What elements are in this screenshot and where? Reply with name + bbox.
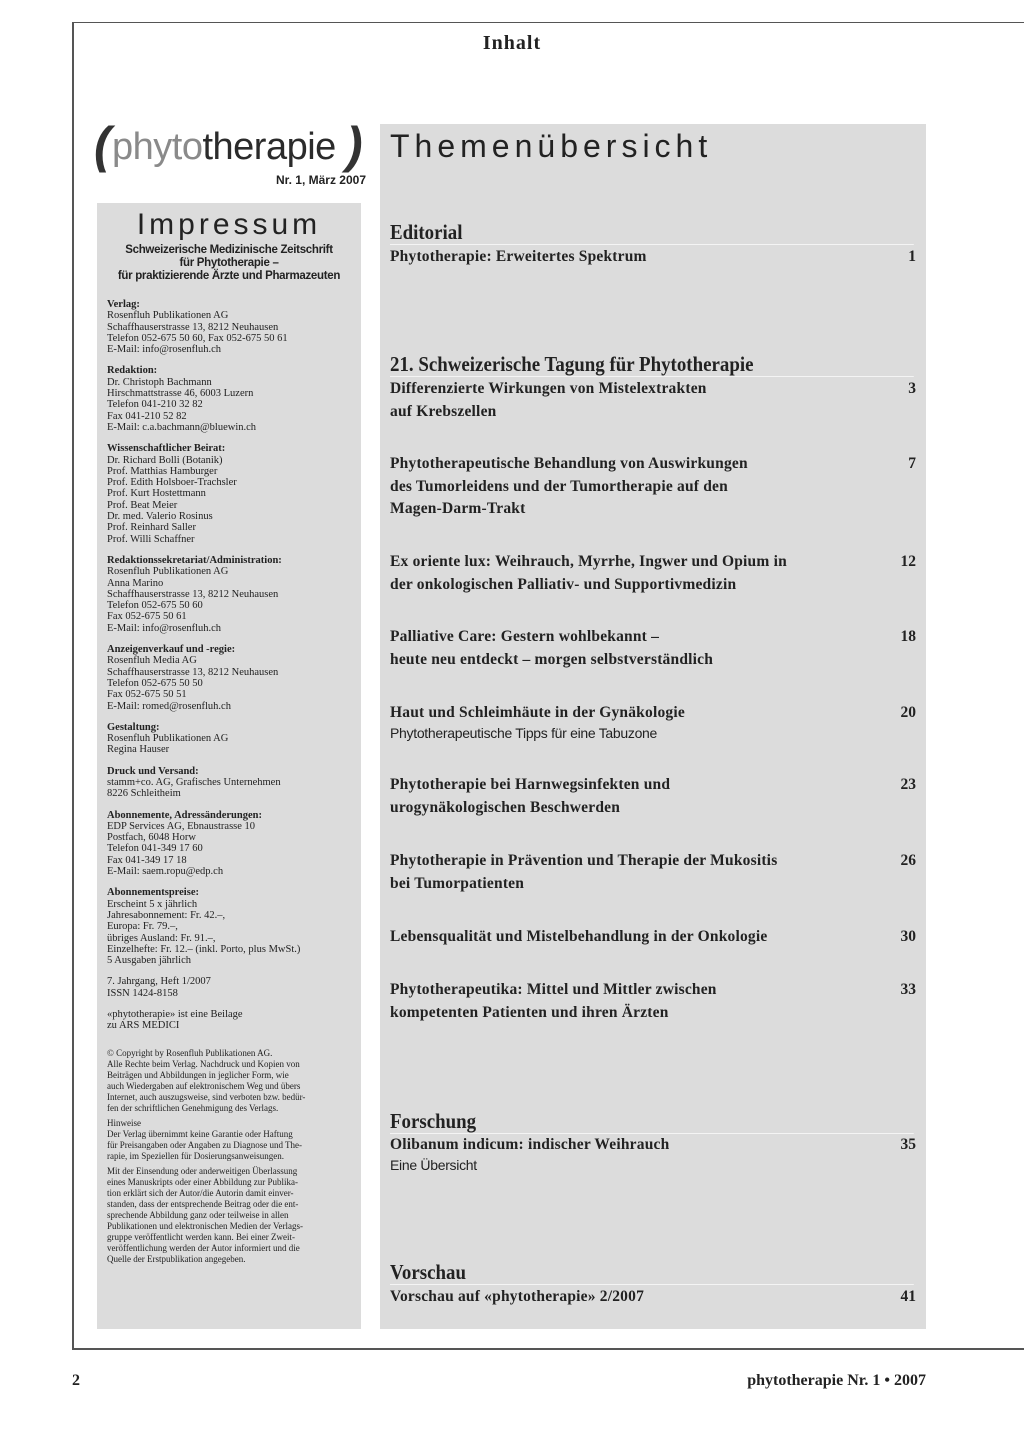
toc-entry-page-number: 23	[900, 776, 916, 793]
toc-entry-title-line: Magen-Darm-Trakt	[390, 500, 526, 517]
toc-entry	[390, 551, 916, 596]
impressum-blocks	[107, 299, 351, 1032]
toc-entry-page-number: 3	[908, 380, 916, 397]
impressum-block-line: E-Mail: info@rosenfluh.ch	[107, 344, 222, 356]
impressum-subtitle-line: für praktizierende Ärzte und Pharmazeuten	[117, 270, 341, 282]
impressum-legal-line: für Preisangaben oder Angaben zu Diagnose und The-	[107, 1139, 303, 1150]
impressum-panel	[97, 203, 361, 1329]
impressum-legal-line: veröffentlichung werden der Autor informiert und die	[107, 1242, 300, 1253]
impressum-block-line: zu ARS MEDICI	[107, 1020, 180, 1032]
toc-entry-page-number: 1	[908, 248, 916, 265]
impressum-block-line: Rosenfluh Publikationen AG	[107, 310, 229, 322]
impressum-block	[107, 722, 351, 756]
impressum-block-line: Postfach, 6048 Horw	[107, 832, 196, 844]
impressum-legal-line: Internet, auch auszugsweise, sind verboten bzw. bedür-	[107, 1091, 306, 1102]
toc-section-heading: 21. Schweizerische Tagung für Phytotherapie	[390, 352, 914, 377]
impressum-block-heading: Redaktionssekretariat/Administration:	[107, 554, 282, 566]
impressum-legal-paragraph	[107, 1166, 351, 1265]
impressum-legal-line: gruppe veröffentlicht werden kann. Bei einer Zweit-	[107, 1231, 296, 1242]
toc-entry	[390, 453, 916, 521]
toc-entry-title-line: Palliative Care: Gestern wohlbekannt –	[390, 628, 660, 645]
impressum-block	[107, 1009, 351, 1032]
toc-entry-title-line: Olibanum indicum: indischer Weihrauch	[390, 1136, 670, 1153]
toc-entry-page-number: 18	[900, 628, 916, 645]
toc-entry-page-number: 26	[900, 852, 916, 869]
toc-entry-title-line: der onkologischen Palliativ- und Supportivmedizin	[390, 575, 737, 593]
impressum-block-line: Fax 041-349 17 18	[107, 854, 187, 866]
impressum-block-line: Erscheint 5 x jährlich	[107, 898, 198, 910]
impressum-legal-line: sprechende Abbildung ganz oder teilweise in allen	[107, 1209, 289, 1220]
toc-entry-title-line: Haut und Schleimhäute in der Gynäkologie	[390, 704, 685, 721]
impressum-block-line: Telefon 052-675 50 60, Fax 052-675 50 61	[107, 332, 288, 344]
impressum-block-heading: Redaktion:	[107, 365, 158, 377]
impressum-block-line: E-Mail: c.a.bachmann@bluewin.ch	[107, 421, 257, 433]
impressum-block-line: Schaffhauserstrasse 13, 8212 Neuhausen	[107, 321, 279, 333]
themen-title: Themenübersicht	[390, 128, 713, 164]
toc-entry	[390, 1286, 916, 1309]
impressum-block-line: Rosenfluh Publikationen AG	[107, 566, 229, 578]
impressum-block-line: Fax 052-675 50 61	[107, 611, 187, 623]
impressum-block-line: 8226 Schleitheim	[107, 788, 181, 800]
toc-section-heading: Vorschau	[390, 1260, 914, 1285]
impressum-legal-line: Beiträgen und Abbildungen in jeglicher Form, wie	[107, 1069, 289, 1080]
impressum-block-line: übriges Ausland: Fr. 91.–,	[107, 932, 216, 944]
impressum-legal-line: tion erklärt sich der Autor/die Autorin damit einver-	[107, 1187, 294, 1198]
impressum-block-heading: Wissenschaftlicher Beirat:	[107, 443, 226, 455]
impressum-block-heading: Anzeigenverkauf und -regie:	[107, 644, 236, 656]
themen-panel	[380, 124, 926, 1329]
toc-entry-title-line: Phytotherapeutische Behandlung von Auswirkungen	[390, 455, 748, 472]
impressum-block-line: ISSN 1424-8158	[107, 987, 178, 999]
impressum-block-line: EDP Services AG, Ebnaustrasse 10	[107, 820, 256, 832]
impressum-legal-line: eines Manuskripts oder einer Abbildung zur Publika-	[107, 1176, 298, 1187]
impressum-block-line: Prof. Beat Meier	[107, 499, 178, 511]
impressum-legal-paragraph	[107, 1048, 351, 1114]
logo-dark-part: therapie	[202, 126, 336, 168]
toc-entry-page-number: 30	[900, 928, 916, 945]
impressum-legal-line: Mit der Einsendung oder anderweitigen Überlassung	[107, 1165, 298, 1176]
impressum-block-line: «phytotherapie» ist eine Beilage	[107, 1009, 243, 1021]
logo-light-part: phyto	[112, 126, 203, 168]
impressum-block-line: Telefon 052-675 50 60	[107, 600, 203, 612]
impressum-block	[107, 810, 351, 878]
toc-entry-title-line: heute neu entdeckt – morgen selbstverständlich	[390, 650, 714, 668]
impressum-block	[107, 443, 351, 545]
impressum-legal-paragraph	[107, 1118, 351, 1162]
issue-line: Nr. 1, März 2007	[275, 173, 366, 187]
impressum-legal-line: rapie, im Speziellen für Dosierungsanweisungen.	[107, 1150, 284, 1161]
impressum-block-line: 5 Ausgaben jährlich	[107, 955, 191, 967]
impressum-block-line: Telefon 052-675 50 50	[107, 677, 203, 689]
impressum-block-line: Prof. Reinhard Saller	[107, 522, 196, 534]
impressum-block	[107, 887, 351, 966]
impressum-block-heading: Abonnemente, Adressänderungen:	[107, 809, 262, 821]
toc-entry-page-number: 7	[908, 455, 916, 472]
impressum-block-line: Telefon 041-349 17 60	[107, 843, 203, 855]
impressum-block-line: stamm+co. AG, Grafisches Unternehmen	[107, 776, 281, 788]
impressum-block-line: Schaffhauserstrasse 13, 8212 Neuhausen	[107, 666, 279, 678]
toc-entry-title-line: urogynäkologischen Beschwerden	[390, 798, 621, 816]
toc-entry-title-line: Vorschau auf «phytotherapie» 2/2007	[390, 1288, 645, 1305]
toc-entry	[390, 979, 916, 1024]
impressum-block-heading: Gestaltung:	[107, 721, 160, 733]
impressum-block-line: Telefon 041-210 32 82	[107, 399, 203, 411]
toc-entry-page-number: 41	[900, 1288, 916, 1305]
impressum-block-line: Dr. Richard Bolli (Botanik)	[107, 454, 223, 466]
impressum-block-line: Prof. Willi Schaffner	[107, 533, 195, 545]
impressum-title: Impressum	[136, 208, 322, 241]
impressum-block-line: Dr. Christoph Bachmann	[107, 376, 212, 388]
impressum-legal-line: Der Verlag übernimmt keine Garantie oder Haftung	[107, 1128, 293, 1139]
toc-entry-page-number: 33	[900, 981, 916, 998]
impressum-block	[107, 766, 351, 800]
toc-entry-subtitle: Phytotherapeutische Tipps für eine Tabuzone	[390, 724, 658, 741]
impressum-block-line: Rosenfluh Publikationen AG	[107, 733, 229, 745]
impressum-block	[107, 299, 351, 355]
impressum-block-line: Fax 052-675 50 51	[107, 689, 187, 701]
toc-entry-subtitle: Eine Übersicht	[390, 1156, 477, 1173]
impressum-block-line: Einzelhefte: Fr. 12.– (inkl. Porto, plus MwSt.)	[107, 943, 301, 955]
toc-entry-title-line: Phytotherapeutika: Mittel und Mittler zwischen	[390, 981, 717, 998]
logo-paren-open: (	[94, 117, 111, 173]
impressum-block	[107, 365, 351, 433]
toc-entry	[390, 926, 916, 949]
impressum-block-line: Dr. med. Valerio Rosinus	[107, 511, 213, 523]
impressum-block-line: Anna Marino	[107, 577, 164, 589]
logo-paren-close: )	[346, 117, 363, 173]
impressum-block-line: Prof. Kurt Hostettmann	[107, 488, 206, 500]
impressum-subtitle-line: Schweizerische Medizinische Zeitschrift	[125, 244, 333, 256]
toc-entry-title-line: Differenzierte Wirkungen von Mistelextrakten	[390, 380, 707, 397]
impressum-legal-line: auch Wiedergaben auf elektronischem Weg und übers	[107, 1080, 301, 1091]
toc-entry-title-line: Phytotherapie bei Harnwegsinfekten und	[390, 776, 671, 793]
impressum-block-line: Hirschmattstrasse 46, 6003 Luzern	[107, 388, 254, 400]
impressum-legal	[107, 1048, 351, 1265]
impressum-block-heading: Verlag:	[107, 299, 140, 310]
toc-entry-title-line: Ex oriente lux: Weihrauch, Myrrhe, Ingwer und Opium in	[390, 553, 787, 570]
toc-entry-title-line: des Tumorleidens und der Tumortherapie auf den	[390, 477, 728, 495]
impressum-block-line: E-Mail: saem.ropu@edp.ch	[107, 866, 224, 878]
footer-page-number: 2	[72, 1372, 80, 1389]
impressum-block-line: E-Mail: romed@rosenfluh.ch	[107, 700, 231, 712]
impressum-block	[107, 644, 351, 712]
page-header-label: Inhalt	[482, 32, 542, 54]
toc-entry	[390, 850, 916, 895]
impressum-legal-line: Quelle der Erstpublikation angegeben.	[107, 1253, 246, 1264]
impressum-legal-line: fen der schriftlichen Genehmigung des Verlags.	[107, 1102, 279, 1113]
toc-section-heading: Editorial	[390, 220, 914, 245]
impressum-block-line: Prof. Edith Holsboer-Trachsler	[107, 477, 237, 489]
impressum-block-line: 7. Jahrgang, Heft 1/2007	[107, 976, 211, 988]
impressum-legal-line: Alle Rechte beim Verlag. Nachdruck und Kopien von	[107, 1058, 300, 1069]
toc-entry	[390, 702, 916, 742]
impressum-legal-line: standen, dass der entsprechende Beitrag oder die ent-	[107, 1198, 299, 1209]
impressum-block-line: Regina Hauser	[107, 744, 170, 756]
toc-entry	[390, 246, 916, 269]
toc-entry	[390, 626, 916, 671]
impressum-block	[107, 555, 351, 634]
toc-entry	[390, 774, 916, 819]
toc-entry	[390, 378, 916, 423]
impressum-block-heading: Abonnementspreise:	[107, 887, 199, 899]
toc-entry-title-line: Lebensqualität und Mistelbehandlung in der Onkologie	[390, 928, 768, 945]
toc-entry-page-number: 20	[900, 704, 916, 721]
impressum-block-line: Rosenfluh Media AG	[107, 655, 197, 667]
logo-wordmark	[112, 126, 336, 169]
toc-entry-title-line: auf Krebszellen	[390, 402, 497, 420]
impressum-block-line: E-Mail: info@rosenfluh.ch	[107, 622, 222, 634]
impressum-subtitle-line: für Phytotherapie –	[179, 257, 279, 269]
toc-entry-page-number: 35	[900, 1136, 916, 1153]
impressum-block-line: Prof. Matthias Hamburger	[107, 465, 218, 477]
impressum-block-line: Europa: Fr. 79.–,	[107, 921, 178, 933]
toc-entry-page-number: 12	[900, 553, 916, 570]
impressum-block-line: Jahresabonnement: Fr. 42.–,	[107, 909, 226, 921]
toc-section-heading: Forschung	[390, 1109, 914, 1134]
toc-entry-title-line: bei Tumorpatienten	[390, 874, 525, 892]
toc-entry	[390, 1134, 916, 1174]
impressum-subtitle	[107, 244, 351, 283]
impressum-legal-line: Publikationen und elektronischen Medien der Verlags-	[107, 1220, 304, 1231]
impressum-block-heading: Druck und Versand:	[107, 765, 199, 777]
impressum-block	[107, 976, 351, 999]
toc-entry-title-line: Phytotherapie in Prävention und Therapie der Mukositis	[390, 852, 778, 869]
impressum-block-line: Schaffhauserstrasse 13, 8212 Neuhausen	[107, 588, 279, 600]
toc-entry-title-line: Phytotherapie: Erweitertes Spektrum	[390, 248, 647, 265]
toc-entry-title-line: kompetenten Patienten und ihren Ärzten	[390, 1003, 669, 1021]
footer-journal: phytotherapie Nr. 1 • 2007	[747, 1372, 926, 1389]
impressum-legal-line: © Copyright by Rosenfluh Publikationen AG.	[107, 1047, 273, 1058]
impressum-block-line: Fax 041-210 52 82	[107, 410, 187, 422]
impressum-legal-line: Hinweise	[107, 1117, 141, 1128]
